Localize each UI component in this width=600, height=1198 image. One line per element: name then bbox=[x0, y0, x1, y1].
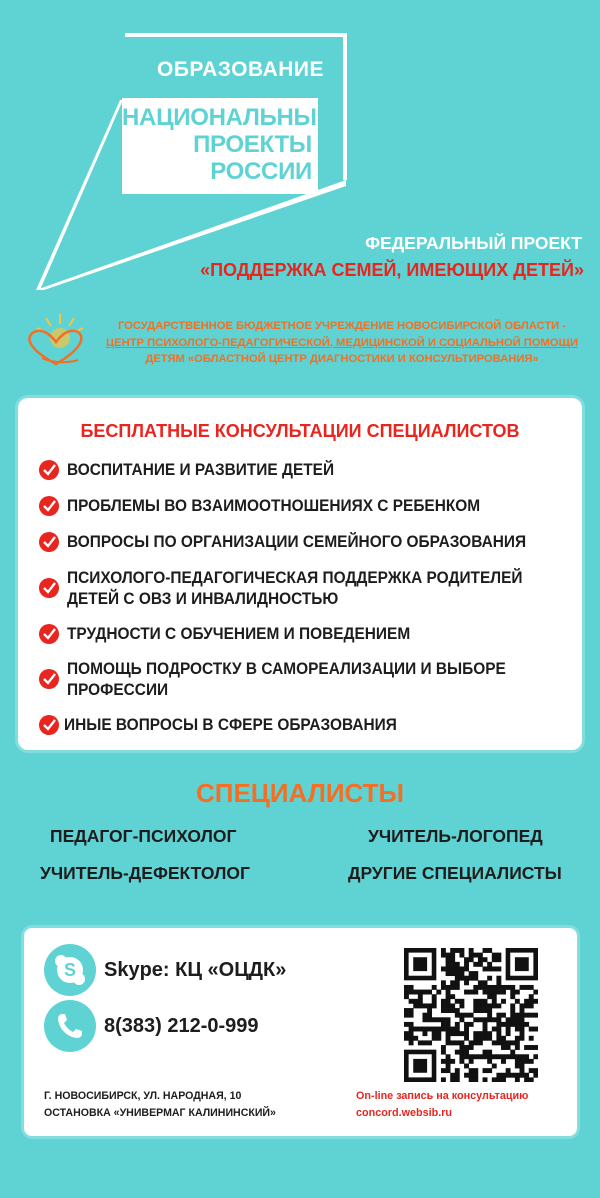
check-icon bbox=[38, 668, 60, 690]
specialist-item: ДРУГИЕ СПЕЦИАЛИСТЫ bbox=[348, 863, 562, 883]
address-line: Г. НОВОСИБИРСК, УЛ. НАРОДНАЯ, 10 bbox=[44, 1090, 242, 1102]
federal-project-name: «ПОДДЕРЖКА СЕМЕЙ, ИМЕЮЩИХ ДЕТЕЙ» bbox=[200, 260, 584, 280]
online-booking-label: On-line запись на консультацию bbox=[356, 1090, 529, 1102]
services-title: БЕСПЛАТНЫЕ КОНСУЛЬТАЦИИ СПЕЦИАЛИСТОВ bbox=[80, 421, 520, 441]
check-icon bbox=[38, 459, 60, 481]
service-item: ВОПРОСЫ ПО ОРГАНИЗАЦИИ СЕМЕЙНОГО ОБРАЗОВАНИЯ bbox=[38, 531, 578, 553]
phone-number[interactable]: 8(383) 212-0-999 bbox=[104, 1015, 259, 1037]
specialist-item: УЧИТЕЛЬ-ЛОГОПЕД bbox=[368, 826, 543, 846]
institution-logo-icon bbox=[20, 310, 92, 372]
address-line: ОСТАНОВКА «УНИВЕРМАГ КАЛИНИНСКИЙ» bbox=[44, 1107, 276, 1119]
check-icon bbox=[38, 531, 60, 553]
svg-text:S: S bbox=[63, 960, 77, 980]
education-label: ОБРАЗОВАНИЕ bbox=[157, 58, 325, 81]
service-item: ИНЫЕ ВОПРОСЫ В СФЕРЕ ОБРАЗОВАНИЯ bbox=[38, 714, 578, 736]
specialists-title: СПЕЦИАЛИСТЫ bbox=[196, 778, 404, 808]
check-icon bbox=[38, 577, 60, 599]
check-icon bbox=[38, 623, 60, 645]
check-icon bbox=[38, 714, 60, 736]
service-item: ПСИХОЛОГО-ПЕДАГОГИЧЕСКАЯ ПОДДЕРЖКА РОДИТЕЛЕЙ ДЕТЕЙ С ОВЗ И ИНВАЛИДНОСТЬЮ bbox=[38, 567, 578, 609]
federal-project-label: ФЕДЕРАЛЬНЫЙ ПРОЕКТ bbox=[365, 233, 582, 253]
service-item: ПОМОЩЬ ПОДРОСТКУ В САМОРЕАЛИЗАЦИИ И ВЫБОРЕ ПРОФЕССИИ bbox=[38, 658, 578, 700]
phone-icon[interactable] bbox=[44, 1000, 96, 1052]
skype-contact[interactable]: Skype: КЦ «ОЦДК» bbox=[104, 959, 287, 981]
national-projects-logo: НАЦИОНАЛЬНЫЕ ПРОЕКТЫ РОССИИ bbox=[122, 98, 318, 194]
check-icon bbox=[38, 495, 60, 517]
service-item: ПРОБЛЕМЫ ВО ВЗАИМООТНОШЕНИЯХ С РЕБЕНКОМ bbox=[38, 495, 578, 517]
skype-icon[interactable] bbox=[44, 944, 96, 996]
online-booking-link[interactable]: concord.websib.ru bbox=[356, 1107, 452, 1119]
service-item: ТРУДНОСТИ С ОБУЧЕНИЕМ И ПОВЕДЕНИЕМ bbox=[38, 623, 578, 645]
specialist-item: ПЕДАГОГ-ПСИХОЛОГ bbox=[50, 826, 237, 846]
qr-code[interactable] bbox=[404, 948, 538, 1082]
specialist-item: УЧИТЕЛЬ-ДЕФЕКТОЛОГ bbox=[40, 863, 250, 883]
institution-name: ГОСУДАРСТВЕННОЕ БЮДЖЕТНОЕ УЧРЕЖДЕНИЕ НОВОСИБИРСКОЙ ОБЛАСТИ - ЦЕНТР ПСИХОЛОГО-ПЕДАГОГИЧЕСКОЙ, МЕДИЦИНСКОЙ И СОЦИАЛЬНОЙ ПОМОЩИ ДЕТЯМ «ОБЛАСТНОЙ ЦЕНТР ДИАГНОСТИКИ И КОНСУЛЬТИРОВАНИЯ» bbox=[105, 320, 579, 365]
service-item: ВОСПИТАНИЕ И РАЗВИТИЕ ДЕТЕЙ bbox=[38, 459, 578, 481]
